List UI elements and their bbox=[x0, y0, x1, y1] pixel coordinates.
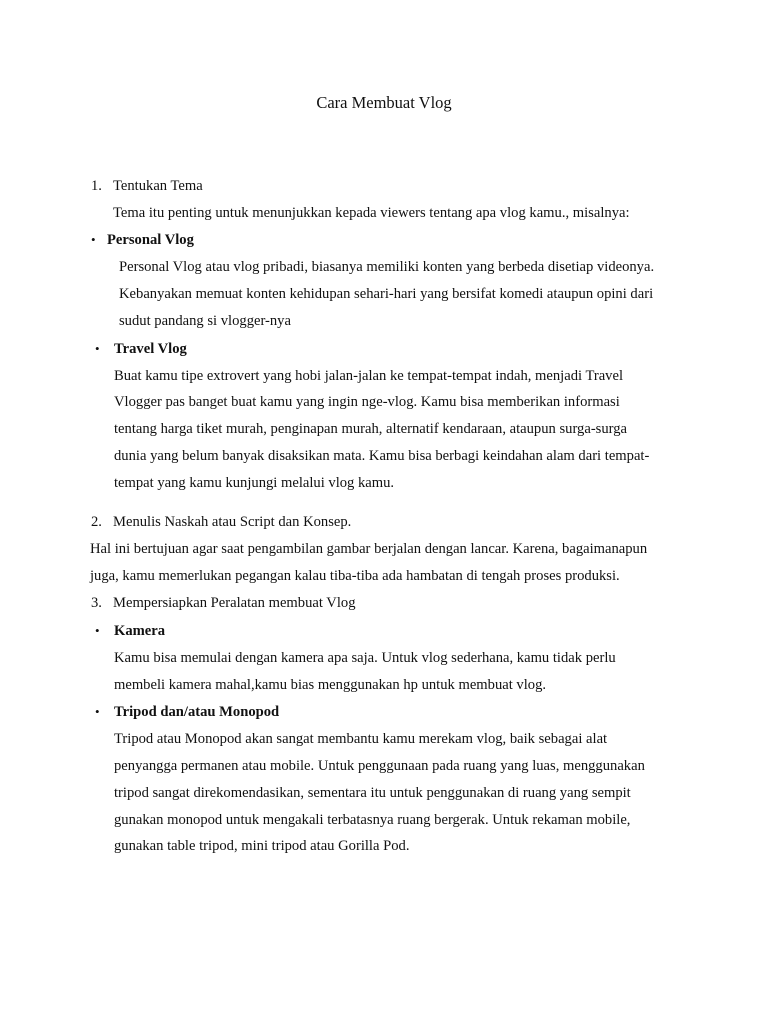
section-1-intro: Tema itu penting untuk menunjukkan kepada viewers tentang apa vlog kamu., misalnya: bbox=[113, 205, 630, 221]
item-travel-vlog-line: dunia yang belum banyak disaksikan mata. Kamu bisa berbagi keindahan alam dari tempat- bbox=[114, 448, 650, 464]
item-kamera-line: Kamu bisa memulai dengan kamera apa saja. Untuk vlog sederhana, kamu tidak perlu bbox=[114, 650, 616, 666]
item-tripod-line: gunakan monopod untuk mengakali terbatasnya ruang bergerak. Untuk rekaman mobile, bbox=[114, 812, 631, 828]
bullet-icon: • bbox=[91, 232, 96, 247]
document-title: Cara Membuat Vlog bbox=[316, 93, 452, 112]
item-personal-vlog-line: Personal Vlog atau vlog pribadi, biasanya memiliki konten yang berbeda disetiap videonya. bbox=[119, 259, 655, 275]
item-personal-vlog-title: Personal Vlog bbox=[107, 232, 194, 248]
item-personal-vlog-line: Kebanyakan memuat konten kehidupan sehari-hari yang bersifat komedi ataupun opini dari bbox=[119, 286, 654, 302]
bullet-icon: • bbox=[95, 704, 100, 719]
item-tripod-line: gunakan table tripod, mini tripod atau Gorilla Pod. bbox=[114, 838, 410, 854]
section-3-number: 3. bbox=[91, 595, 102, 611]
item-travel-vlog-line: tentang harga tiket murah, penginapan murah, alternatif kendaraan, ataupun surga-surga bbox=[114, 421, 628, 437]
section-2-heading: Menulis Naskah atau Script dan Konsep. bbox=[113, 514, 352, 530]
item-kamera-title: Kamera bbox=[114, 623, 166, 639]
item-travel-vlog-line: tempat yang kamu kunjungi melalui vlog kamu. bbox=[114, 475, 395, 491]
item-tripod-line: tripod sangat direkomendasikan, sementara itu untuk penggunakan di ruang yang sempit bbox=[114, 785, 631, 801]
item-personal-vlog-line: sudut pandang si vlogger-nya bbox=[119, 313, 291, 329]
item-tripod-title: Tripod dan/atau Monopod bbox=[114, 704, 280, 720]
item-kamera-line: membeli kamera mahal,kamu bias menggunakan hp untuk membuat vlog. bbox=[114, 677, 547, 693]
section-2-number: 2. bbox=[91, 514, 102, 530]
item-tripod-line: penyangga permanen atau mobile. Untuk penggunaan pada ruang yang luas, menggunakan bbox=[114, 758, 645, 774]
section-3-heading: Mempersiapkan Peralatan membuat Vlog bbox=[113, 595, 356, 611]
section-1-heading: Tentukan Tema bbox=[113, 178, 203, 194]
section-2-line: juga, kamu memerlukan pegangan kalau tiba-tiba ada hambatan di tengah proses produksi. bbox=[90, 568, 620, 584]
item-travel-vlog-line: Vlogger pas banget buat kamu yang ingin nge-vlog. Kamu bisa memberikan informasi bbox=[114, 394, 620, 410]
section-1-number: 1. bbox=[91, 178, 102, 194]
item-tripod-line: Tripod atau Monopod akan sangat membantu kamu merekam vlog, baik sebagai alat bbox=[114, 731, 608, 747]
bullet-icon: • bbox=[95, 623, 100, 638]
item-travel-vlog-line: Buat kamu tipe extrovert yang hobi jalan-jalan ke tempat-tempat indah, menjadi Travel bbox=[114, 368, 624, 384]
bullet-icon: • bbox=[95, 341, 100, 356]
section-2-line: Hal ini bertujuan agar saat pengambilan gambar berjalan dengan lancar. Karena, bagaimanapun bbox=[90, 541, 648, 557]
item-travel-vlog-title: Travel Vlog bbox=[114, 341, 187, 357]
